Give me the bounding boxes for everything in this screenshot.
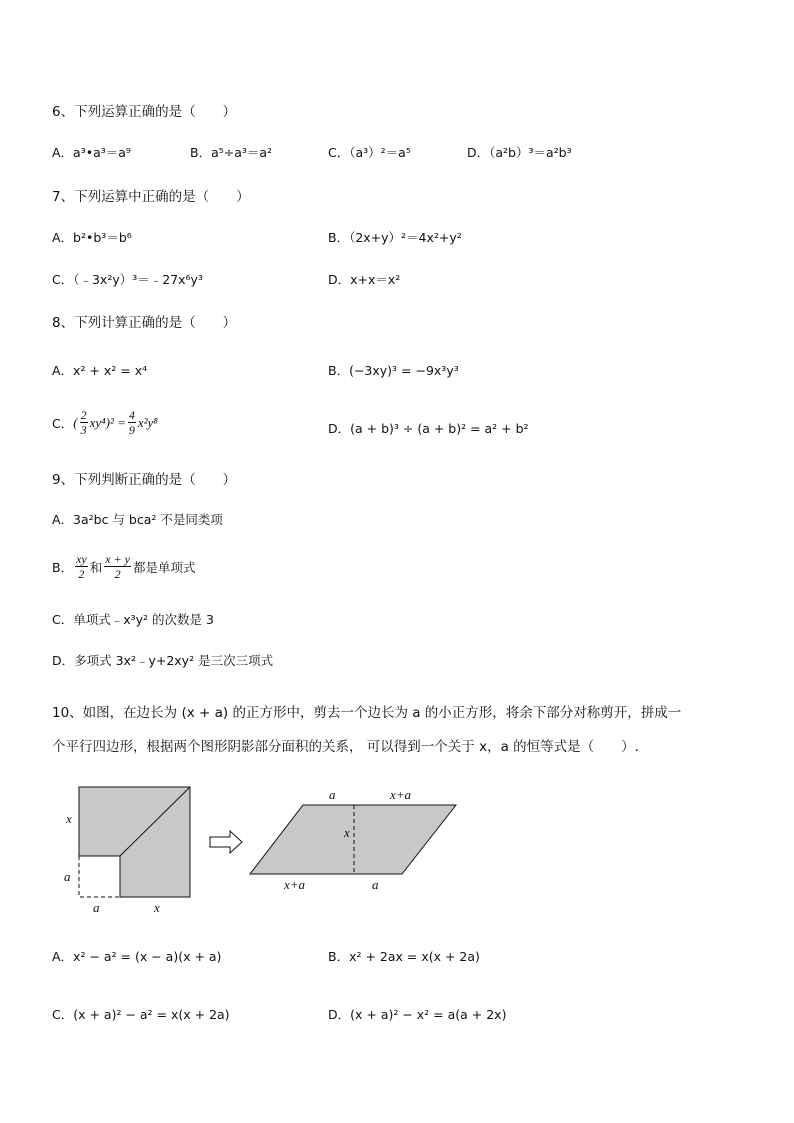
square-figure bbox=[64, 787, 190, 915]
q8-option-c-mid: xy⁴)² = bbox=[89, 414, 126, 430]
square-label-x-left: x bbox=[66, 811, 72, 826]
q8-option-c-tail: x²y⁸ bbox=[137, 414, 158, 430]
q10-stem-line-1: 10、如图，在边长为 (x + a) 的正方形中，剪去一个边长为 a 的小正方形，将余下部分对称剪开，拼成一 bbox=[52, 705, 682, 721]
q7-option-c[interactable]: C．（﹣3x²y）³＝﹣27x⁶y³ bbox=[52, 272, 203, 287]
q9-option-a[interactable]: A．3a²bc 与 bca² 不是同类项 bbox=[52, 512, 223, 527]
para-label-a-bottom: a bbox=[372, 877, 379, 892]
q7-option-a[interactable]: A．b²•b³＝b⁶ bbox=[52, 230, 132, 245]
parallelogram-figure bbox=[250, 787, 456, 892]
q8-option-c-fraction-2 bbox=[128, 408, 136, 437]
para-label-a-top: a bbox=[329, 787, 336, 802]
q8-option-c-fraction-1 bbox=[80, 408, 88, 437]
q9-option-c[interactable]: C．单项式﹣x³y² 的次数是 3 bbox=[52, 612, 214, 627]
fraction-numerator: 2 bbox=[80, 408, 87, 422]
fraction-numerator: x + y bbox=[105, 552, 130, 566]
q10-option-d[interactable]: D．(x + a)² − x² = a(a + 2x) bbox=[328, 1007, 507, 1022]
parallelogram-shaded-region bbox=[250, 805, 456, 874]
q7-option-b[interactable]: B．（2x+y）²＝4x²+y² bbox=[328, 230, 462, 245]
q9-option-b-fraction-2 bbox=[104, 552, 131, 581]
q6-option-a[interactable]: A．a³•a³＝a⁹ bbox=[52, 145, 131, 160]
q9-option-b-tail: 都是单项式 bbox=[133, 559, 196, 575]
para-label-xa-bottom: x+a bbox=[284, 877, 306, 892]
fraction-denominator: 3 bbox=[80, 423, 87, 437]
fraction-denominator: 9 bbox=[128, 423, 135, 437]
q8-stem: 8、下列计算正确的是（ ） bbox=[52, 315, 237, 331]
fraction-numerator: xy bbox=[76, 552, 87, 566]
para-label-x-height: x bbox=[344, 825, 350, 840]
q10-stem-line-2: 个平行四边形，根据两个图形阴影部分面积的关系， 可以得到一个关于 x，a 的恒等式是（ ）. bbox=[52, 739, 639, 755]
square-label-a-left: a bbox=[64, 869, 71, 884]
q8-option-c-open: ( bbox=[73, 414, 78, 430]
q10-option-a[interactable]: A．x² − a² = (x − a)(x + a) bbox=[52, 949, 222, 964]
square-label-x-bottom: x bbox=[154, 900, 160, 915]
q8-option-d[interactable]: D．(a + b)³ ÷ (a + b)² = a² + b² bbox=[328, 421, 529, 436]
removed-square-outline bbox=[79, 856, 120, 897]
q8-option-b[interactable]: B．(−3xy)³ = −9x³y³ bbox=[328, 363, 459, 378]
q8-option-a[interactable]: A．x² + x² = x⁴ bbox=[52, 363, 148, 378]
q7-option-d[interactable]: D．x+x＝x² bbox=[328, 272, 401, 287]
square-label-a-bottom: a bbox=[93, 900, 100, 915]
fraction-denominator: 2 bbox=[114, 567, 121, 581]
q6-option-d[interactable]: D．（a²b）³＝a²b³ bbox=[467, 145, 572, 160]
fraction-numerator: 4 bbox=[128, 408, 135, 422]
para-label-xa-top: x+a bbox=[390, 787, 412, 802]
q9-option-b-label: B． bbox=[52, 559, 74, 575]
transform-arrow-icon bbox=[210, 831, 242, 853]
q10-option-c[interactable]: C．(x + a)² − a² = x(x + 2a) bbox=[52, 1007, 230, 1022]
q7-stem: 7、下列运算中正确的是（ ） bbox=[52, 189, 250, 205]
q6-option-b[interactable]: B．a⁵÷a³＝a² bbox=[190, 145, 273, 160]
q9-option-b-mid: 和 bbox=[89, 559, 103, 575]
q6-option-c[interactable]: C．（a³）²＝a⁵ bbox=[328, 145, 411, 160]
q6-stem: 6、下列运算正确的是（ ） bbox=[52, 104, 237, 120]
q9-option-b[interactable] bbox=[52, 552, 196, 581]
q10-option-b[interactable]: B．x² + 2ax = x(x + 2a) bbox=[328, 949, 480, 964]
q10-figure bbox=[52, 775, 472, 920]
q8-option-c[interactable] bbox=[52, 408, 158, 437]
q9-option-d[interactable]: D．多项式 3x²﹣y+2xy² 是三次三项式 bbox=[52, 653, 274, 668]
q8-option-c-label: C． bbox=[52, 415, 74, 431]
q9-option-b-fraction-1 bbox=[75, 552, 88, 581]
fraction-denominator: 2 bbox=[78, 567, 85, 581]
q9-stem: 9、下列判断正确的是（ ） bbox=[52, 472, 237, 488]
